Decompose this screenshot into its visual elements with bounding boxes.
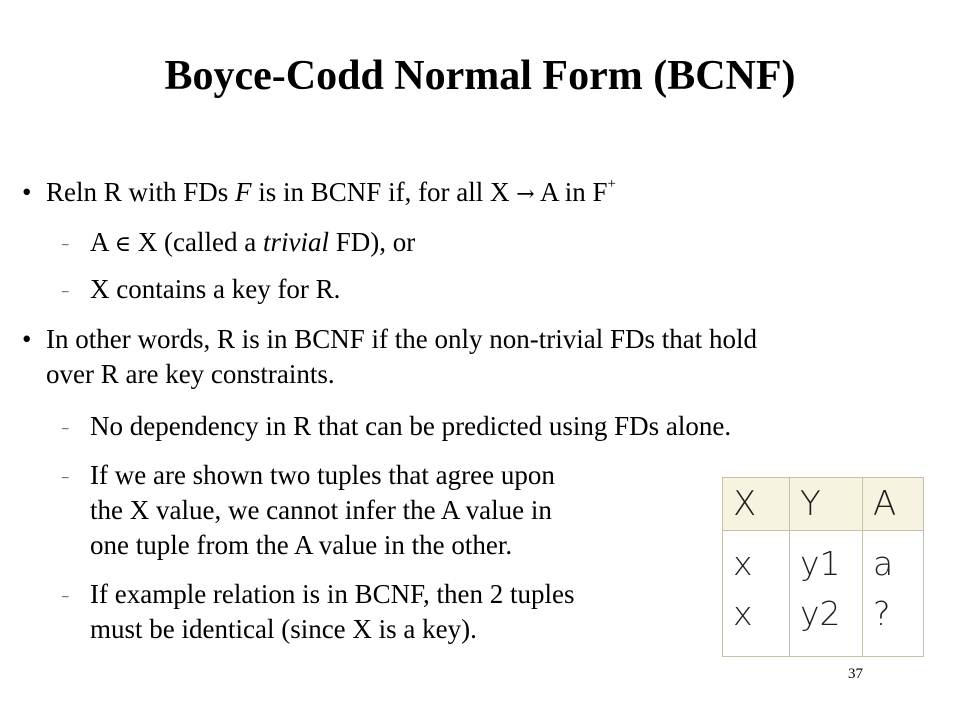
sub-text: A [90,227,115,257]
sub-bullet-trivial [90,226,415,261]
header-a: A [863,478,924,531]
sub-bullet-two-tuples-line1: If we are shown two tuples that agree upon [90,460,555,490]
table-header-row [723,478,924,531]
bullet-marker: • [22,177,32,207]
example-relation-table [722,477,924,657]
dash-marker: – [62,283,69,298]
bullet-bcnf-definition [46,176,616,211]
column-x-values: x x [723,531,790,657]
trivial-word: trivial [263,227,329,257]
bullet-text: A in F [534,177,608,207]
column-y-values: y1 y2 [790,531,863,657]
bullet-other-words-line1: In other words, R is in BCNF if the only non-trivial FDs that hold [46,324,757,354]
header-x: X [723,478,790,531]
dash-marker: – [62,469,69,484]
sub-bullet-key: X contains a key for R. [90,274,341,304]
element-of-symbol: ∈ [114,232,132,257]
bullet-text: Reln R with FDs [46,177,236,207]
table-body-row [723,531,924,657]
sub-bullet-example-line1: If example relation is in BCNF, then 2 tuples [90,579,575,609]
header-y: Y [790,478,863,531]
arrow-symbol: → [516,182,535,207]
page-number: 37 [848,666,863,682]
slide-title: Boyce-Codd Normal Form (BCNF) [164,53,796,99]
sub-text: FD), or [329,227,416,257]
bullet-text: is in BCNF if, for all X [251,177,517,207]
bullet-other-words-line2: over R are key constraints. [46,359,335,389]
sub-text: X (called a [131,227,263,257]
column-a-values: a ? [863,531,924,657]
sub-bullet-two-tuples-line2: the X value, we cannot infer the A value in [90,495,552,525]
fd-set-symbol: F [235,177,252,207]
closure-superscript: + [607,176,616,192]
sub-bullet-no-dependency: No dependency in R that can be predicted using FDs alone. [90,411,732,441]
sub-bullet-two-tuples-line3: one tuple from the A value in the other. [90,530,513,560]
sub-bullet-example-line2: must be identical (since X is a key). [90,614,477,644]
bullet-marker: • [22,324,32,354]
dash-marker: – [62,236,69,251]
dash-marker: – [62,588,69,603]
dash-marker: – [62,420,69,435]
